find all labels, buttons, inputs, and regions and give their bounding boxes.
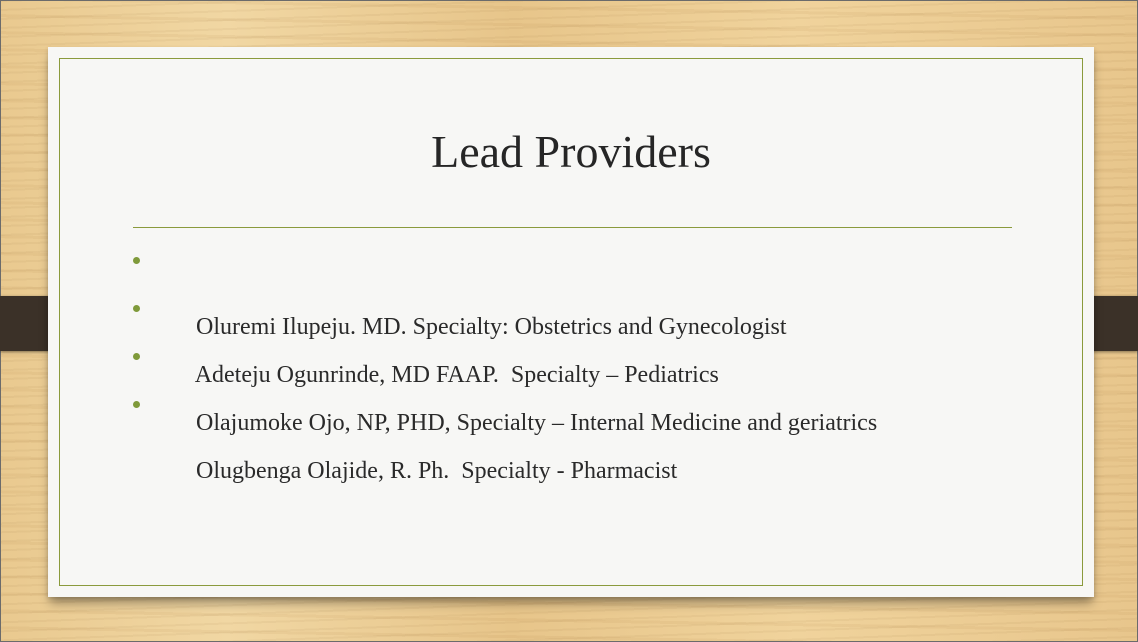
bullet-text: Oluremi Ilupeju. MD. Specialty: Obstetrics and Gynecologist xyxy=(196,314,787,340)
slide-card xyxy=(48,47,1094,597)
bullet-dot-icon xyxy=(133,257,140,264)
bullet-text: Olugbenga Olajide, R. Ph. Specialty - Pharmacist xyxy=(196,458,678,484)
bullet-dot-icon xyxy=(133,401,140,408)
bullet-item xyxy=(133,247,877,340)
slide-title: Lead Providers xyxy=(431,126,711,177)
bullet-dot-icon xyxy=(133,353,140,360)
bullet-dot-icon xyxy=(133,305,140,312)
bullet-list xyxy=(133,247,878,484)
bullet-text: Adeteju Ogunrinde, MD FAAP. Specialty – Pediatrics xyxy=(194,362,719,388)
bullet-item xyxy=(133,391,877,484)
title-divider xyxy=(133,227,1012,228)
bullet-text: Olajumoke Ojo, NP, PHD, Specialty – Internal Medicine and geriatrics xyxy=(196,410,878,436)
bullet-item xyxy=(133,343,878,436)
bullet-item xyxy=(133,295,877,388)
